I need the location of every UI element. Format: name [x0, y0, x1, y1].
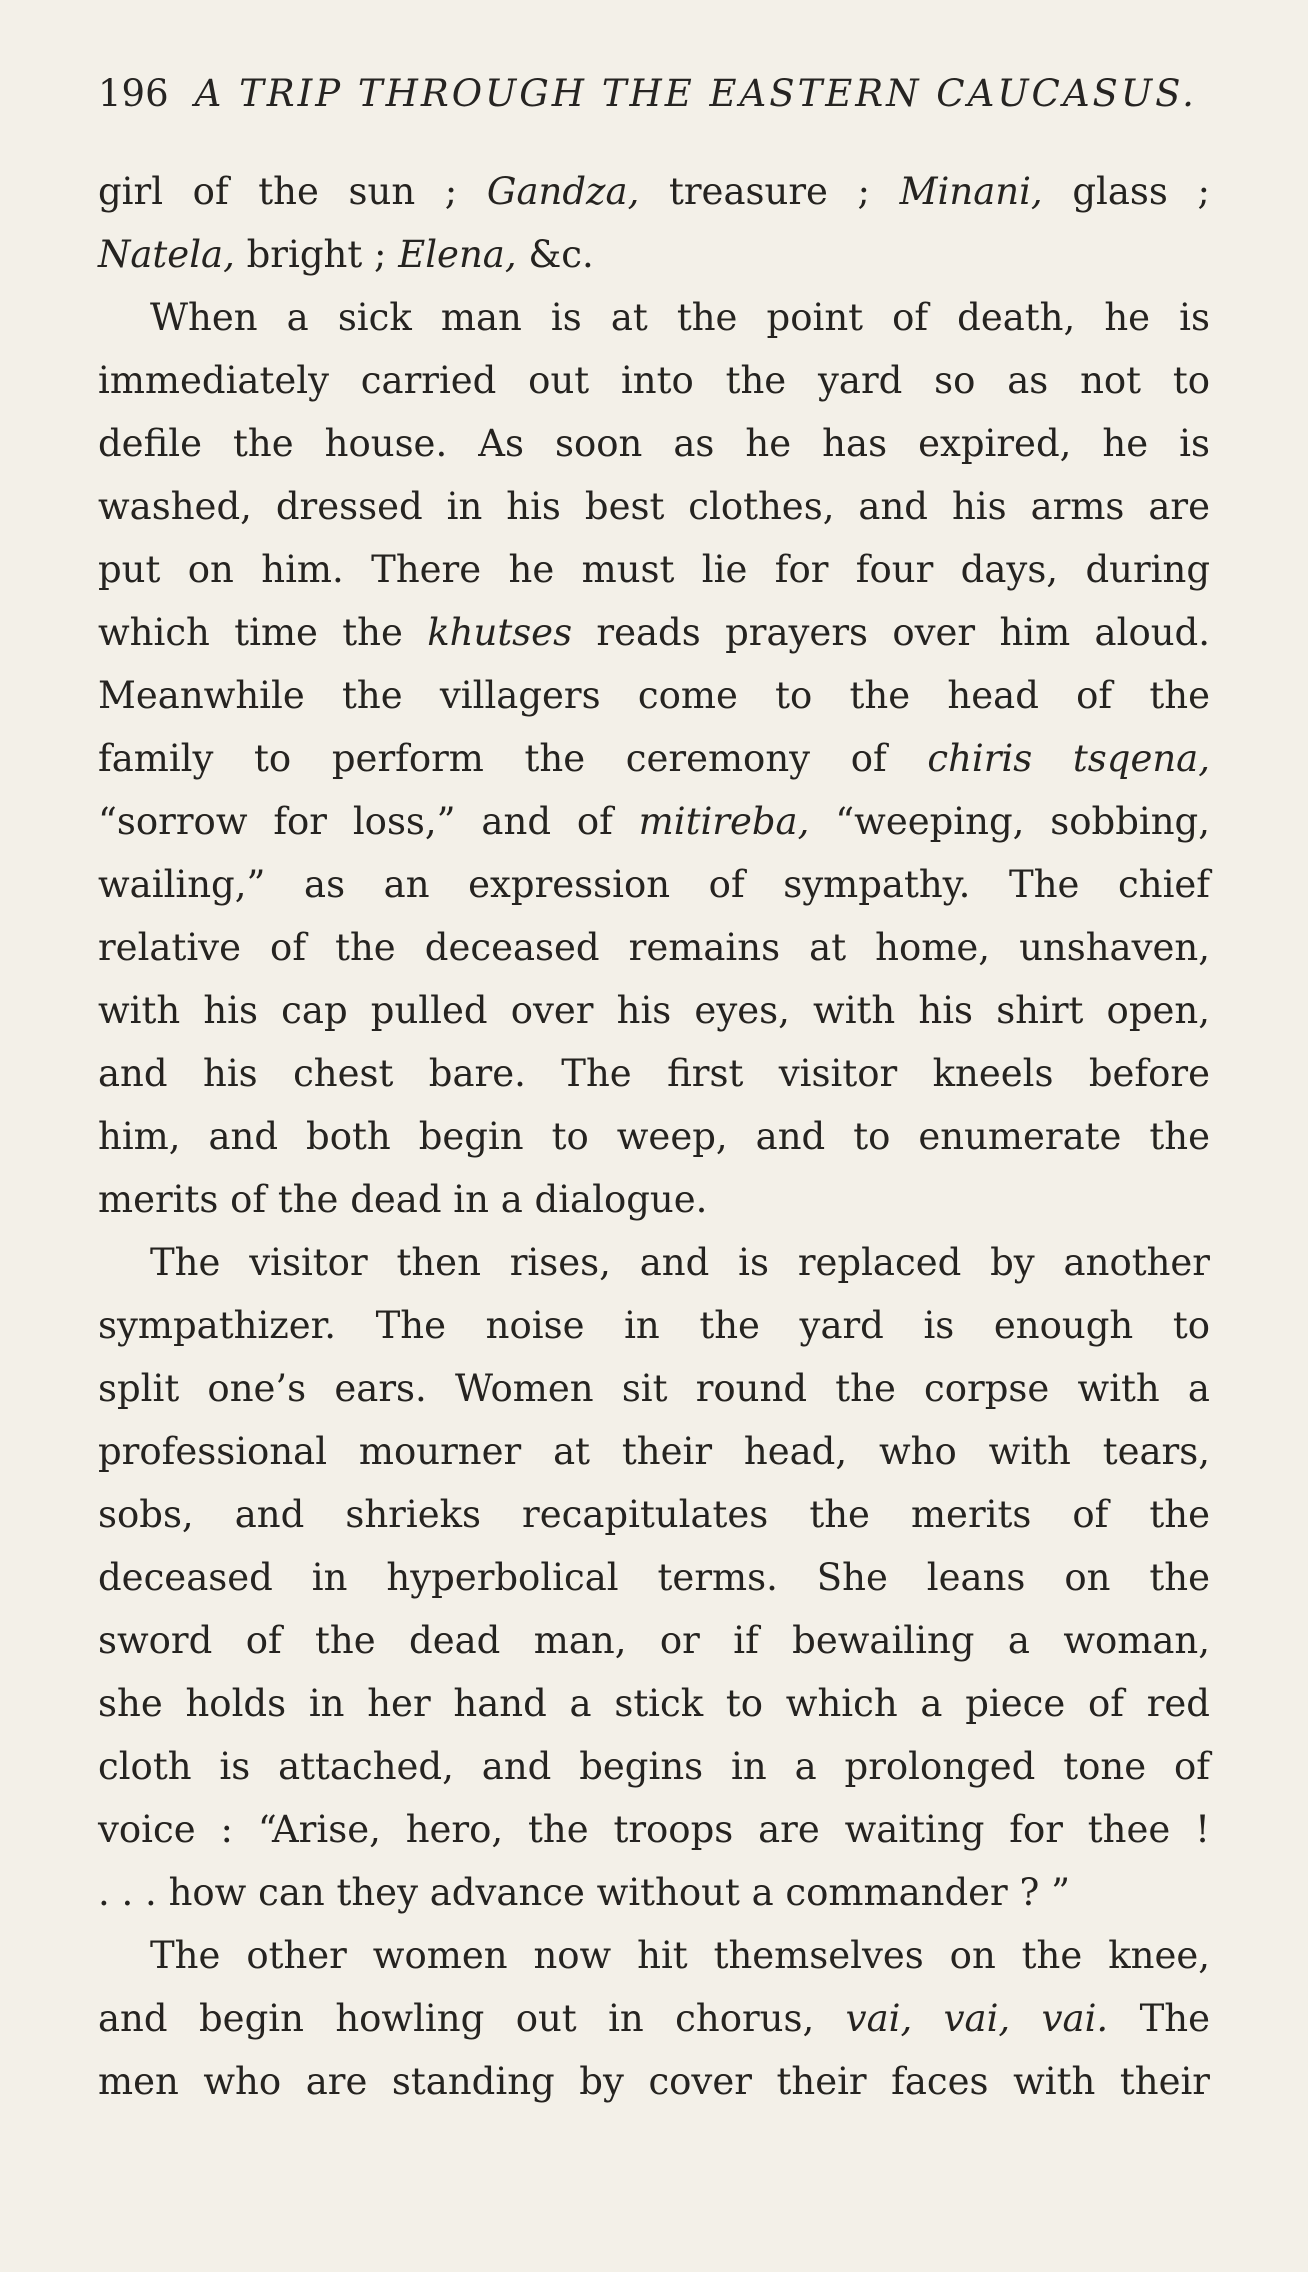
page-header: [98, 72, 1210, 132]
text-line: merits of the dead in a dialogue.: [98, 1178, 708, 1221]
text-line: girl of the sun ; Gandza, treasure ; Minani, glass ;: [98, 170, 1210, 213]
text-line: him, and both begin to weep, and to enumerate the: [98, 1115, 1210, 1158]
text-line: and his chest bare. The first visitor kneels before: [98, 1052, 1210, 1095]
text-line: defile the house. As soon as he has expired, he is: [98, 422, 1210, 465]
text-line: . . . how can they advance without a commander ? ”: [98, 1871, 1071, 1914]
text-line: put on him. There he must lie for four days, during: [98, 548, 1210, 591]
text-line: washed, dressed in his best clothes, and his arms are: [98, 485, 1210, 528]
body-text: [98, 160, 1210, 2113]
text-line: deceased in hyperbolical terms. She leans on the: [98, 1556, 1210, 1599]
text-line: sympathizer. The noise in the yard is enough to: [98, 1304, 1210, 1347]
text-line: When a sick man is at the point of death, he is: [150, 296, 1210, 339]
text-line: immediately carried out into the yard so as not to: [98, 359, 1210, 402]
text-line: with his cap pulled over his eyes, with his shirt open,: [98, 989, 1210, 1032]
text-line: The visitor then rises, and is replaced by another: [150, 1241, 1210, 1284]
text-line: wailing,” as an expression of sympathy. The chief: [98, 863, 1210, 906]
text-line: cloth is attached, and begins in a prolonged tone of: [98, 1745, 1210, 1788]
text-line: family to perform the ceremony of chiris tsqena,: [98, 737, 1210, 780]
running-title: A TRIP THROUGH THE EASTERN CAUCASUS.: [194, 72, 1197, 115]
text-line: “sorrow for loss,” and of mitireba, “weeping, sobbing,: [98, 800, 1210, 843]
text-line: professional mourner at their head, who with tears,: [98, 1430, 1210, 1473]
text-line: sword of the dead man, or if bewailing a woman,: [98, 1619, 1210, 1662]
text-line: Natela, bright ; Elena, &c.: [98, 233, 594, 276]
text-line: The other women now hit themselves on the knee,: [150, 1934, 1210, 1977]
text-line: and begin howling out in chorus, vai, vai, vai. The: [98, 1997, 1210, 2040]
text-line: relative of the deceased remains at home, unshaven,: [98, 926, 1210, 969]
text-line: which time the khutses reads prayers over him aloud.: [98, 611, 1211, 654]
text-line: she holds in her hand a stick to which a piece of red: [98, 1682, 1210, 1725]
text-line: split one’s ears. Women sit round the corpse with a: [98, 1367, 1210, 1410]
page-number: 196: [98, 72, 169, 115]
text-line: Meanwhile the villagers come to the head of the: [98, 674, 1210, 717]
text-line: sobs, and shrieks recapitulates the merits of the: [98, 1493, 1210, 1536]
text-line: men who are standing by cover their faces with their: [98, 2060, 1210, 2103]
text-line: voice : “Arise, hero, the troops are waiting for thee !: [98, 1808, 1210, 1851]
